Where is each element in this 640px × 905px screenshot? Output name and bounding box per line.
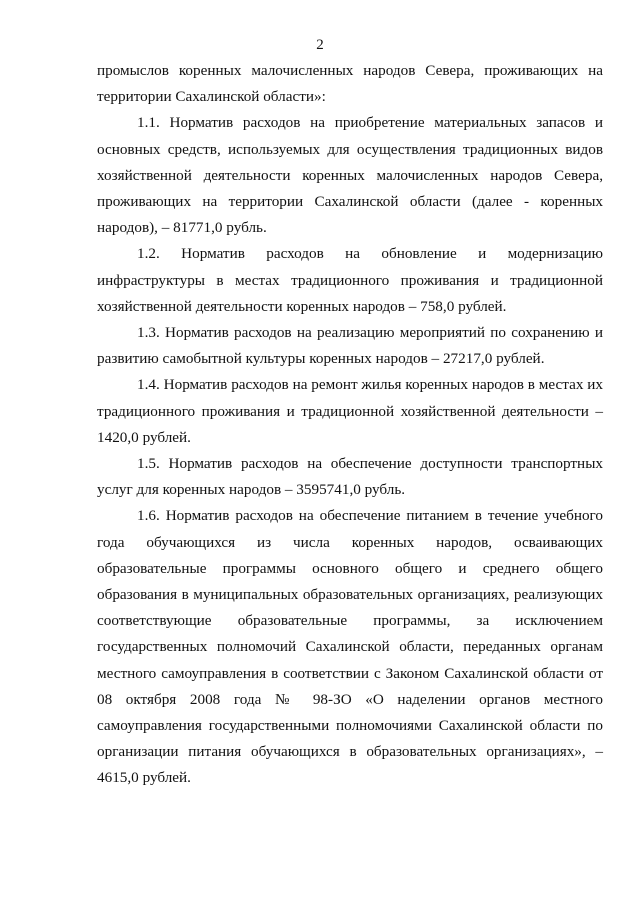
- page-number: 2: [316, 37, 324, 53]
- paragraph-1-1: 1.1. Норматив расходов на приобретение материальных запасов и основных средств, используемых для осуществления традиционных видов хозяйственной деятельности коренных малочисленных народов Севера, проживающих на территории Сахалинской области (далее - коренных народов), – 81771,0 рубль.: [97, 114, 603, 237]
- paragraph-intro: промыслов коренных малочисленных народов Севера, проживающих на территории Сахалинской области»:: [97, 62, 603, 106]
- document-body: [97, 58, 603, 792]
- paragraph-1-2: 1.2. Норматив расходов на обновление и модернизацию инфраструктуры в местах традиционного проживания и традиционной хозяйственной деятельности коренных народов – 758,0 рублей.: [97, 245, 603, 315]
- paragraph-1-5: 1.5. Норматив расходов на обеспечение доступности транспортных услуг для коренных народов – 3595741,0 рубль.: [97, 455, 603, 499]
- paragraph-1-6: 1.6. Норматив расходов на обеспечение питанием в течение учебного года обучающихся из числа коренных народов, осваивающих образовательные программы основного общего и среднего общего образования в муниципальных образовательных организациях, реализующих соответствующие образовательные программы, за исключением государственных полномочий Сахалинской области, переданных органам местного самоуправления в соответствии с Законом Сахалинской области от 08 октября 2008 года № 98-ЗО «О наделении органов местного самоуправления государственными полномочиями Сахалинской области по организации питания обучающихся в образовательных организациях», – 4615,0 рублей.: [97, 507, 603, 787]
- paragraph-1-3: 1.3. Норматив расходов на реализацию мероприятий по сохранению и развитию самобытной культуры коренных народов – 27217,0 рублей.: [97, 324, 603, 368]
- paragraph-1-4: 1.4. Норматив расходов на ремонт жилья коренных народов в местах их традиционного проживания и традиционной хозяйственной деятельности – 1420,0 рублей.: [97, 376, 603, 446]
